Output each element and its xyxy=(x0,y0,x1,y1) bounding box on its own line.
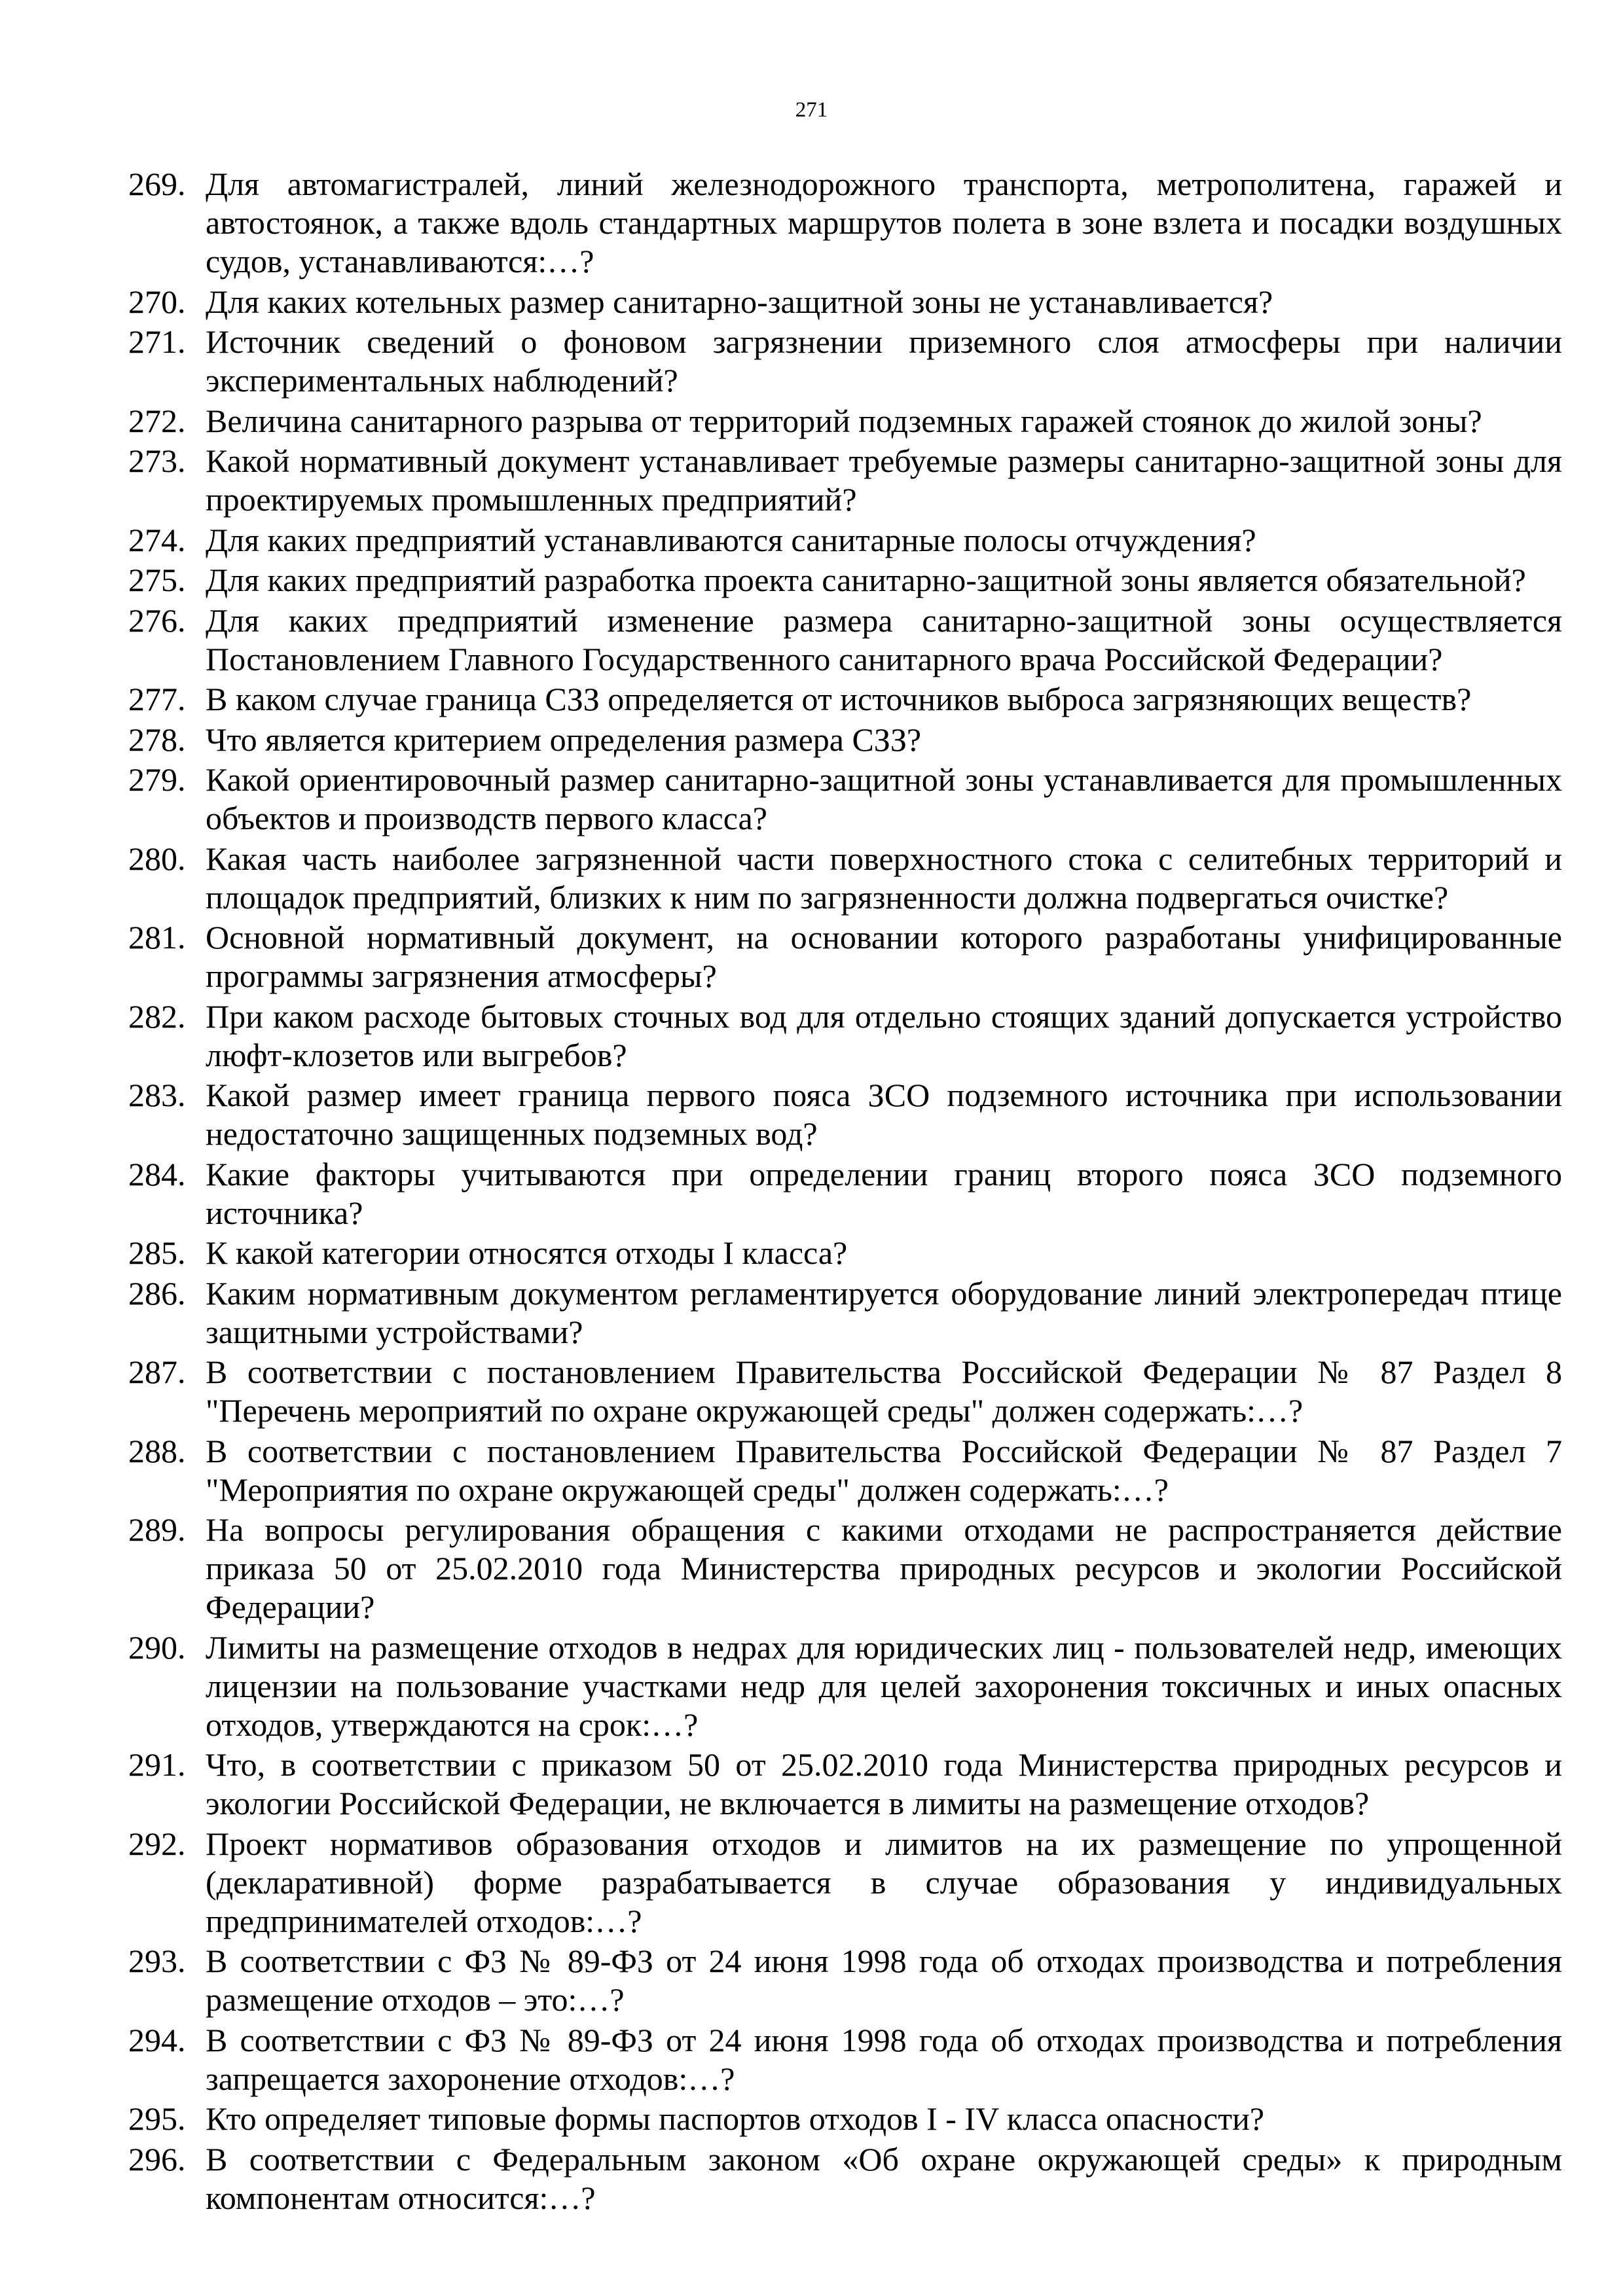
question-item xyxy=(128,1511,1562,1626)
question-item xyxy=(128,1432,1562,1509)
question-number: 293. xyxy=(128,1943,186,1979)
question-list xyxy=(128,165,1562,2219)
question-item xyxy=(128,323,1562,400)
page-number: 271 xyxy=(795,98,828,122)
question-number: 281. xyxy=(128,919,186,956)
question-text: К какой категории относятся отходы I класса? xyxy=(206,1234,848,1271)
question-text: Величина санитарного разрыва от территорий подземных гаражей стоянок до жилой зоны? xyxy=(206,402,1482,439)
question-text: Что, в соответствии с приказом 50 от 25.02.2010 года Министерства природных ресурсов и экологии Российской Федерации, не включается в лимиты на размещение отходов? xyxy=(206,1746,1562,1821)
question-text: Для каких котельных размер санитарно-защитной зоны не устанавливается? xyxy=(206,283,1273,320)
question-item xyxy=(128,1825,1562,1941)
question-item xyxy=(128,2140,1562,2217)
question-text: Какой размер имеет граница первого пояса ЗСО подземного источника при использовании недостаточно защищенных подземных вод? xyxy=(206,1077,1562,1152)
question-text: Для автомагистралей, линий железнодорожного транспорта, метрополитена, гаражей и автостоянок, а также вдоль стандартных маршрутов полета в зоне взлета и посадки воздушных судов, устанавливаются:…? xyxy=(206,166,1562,279)
question-item xyxy=(128,601,1562,679)
question-text: В каком случае граница СЗЗ определяется от источников выброса загрязняющих веществ? xyxy=(206,681,1472,717)
question-number: 280. xyxy=(128,840,186,877)
question-number: 295. xyxy=(128,2100,186,2137)
question-text: Для каких предприятий разработка проекта санитарно-защитной зоны является обязательной? xyxy=(206,562,1526,598)
question-text: В соответствии с ФЗ № 89-ФЗ от 24 июня 1998 года об отходах производства и потребления размещение отходов – это:…? xyxy=(206,1943,1562,2018)
question-text: В соответствии с Федеральным законом «Об охране окружающей среды» к природным компонентам относится:…? xyxy=(206,2140,1562,2216)
question-text: При каком расходе бытовых сточных вод для отдельно стоящих зданий допускается устройство люфт-клозетов или выгребов? xyxy=(206,997,1562,1073)
question-text: Что является критерием определения размера СЗЗ? xyxy=(206,721,922,758)
question-number: 278. xyxy=(128,721,186,758)
question-number: 271. xyxy=(128,323,186,360)
question-item xyxy=(128,402,1562,440)
question-number: 282. xyxy=(128,997,186,1035)
question-item xyxy=(128,2100,1562,2138)
question-item xyxy=(128,721,1562,759)
question-item xyxy=(128,761,1562,838)
question-text: Кто определяет типовые формы паспортов отходов I - IV класса опасности? xyxy=(206,2100,1265,2137)
question-text: Лимиты на размещение отходов в недрах для юридических лиц - пользователей недр, имеющих лицензии на пользование участками недр для целей захоронения токсичных и иных опасных отходов, утверждаются на срок:…? xyxy=(206,1628,1562,1743)
question-item xyxy=(128,997,1562,1075)
question-item xyxy=(128,1942,1562,2019)
question-item xyxy=(128,442,1562,519)
question-number: 269. xyxy=(128,166,186,202)
question-number: 294. xyxy=(128,2021,186,2058)
question-item xyxy=(128,1353,1562,1430)
question-text: Источник сведений о фоновом загрязнении приземного слоя атмосферы при наличии экспериментальных наблюдений? xyxy=(206,323,1562,399)
question-text: Какие факторы учитываются при определении границ второго пояса ЗСО подземного источника? xyxy=(206,1155,1562,1231)
question-number: 292. xyxy=(128,1825,186,1862)
question-item xyxy=(128,1628,1562,1744)
question-text: Какой нормативный документ устанавливает требуемые размеры санитарно-защитной зоны для проектируемых промышленных предприятий? xyxy=(206,442,1562,518)
question-text: Какой ориентировочный размер санитарно-защитной зоны устанавливается для промышленных объектов и производств первого класса? xyxy=(206,761,1562,836)
question-item xyxy=(128,1746,1562,1823)
question-item xyxy=(128,165,1562,281)
question-text: Для каких предприятий устанавливаются санитарные полосы отчуждения? xyxy=(206,521,1256,558)
question-item xyxy=(128,521,1562,560)
question-number: 275. xyxy=(128,562,186,598)
question-number: 287. xyxy=(128,1354,186,1390)
question-number: 284. xyxy=(128,1155,186,1193)
question-item xyxy=(128,561,1562,600)
question-text: Проект нормативов образования отходов и лимитов на их размещение по упрощенной (декларативной) форме разрабатывается в случае образования у индивидуальных предпринимателей отходов:…? xyxy=(206,1825,1562,1939)
question-number: 291. xyxy=(128,1746,186,1783)
question-number: 272. xyxy=(128,402,186,439)
question-number: 276. xyxy=(128,601,186,639)
question-text: На вопросы регулирования обращения с какими отходами не распространяется действие приказа 50 от 25.02.2010 года Министерства природных ресурсов и экологии Российской Федерации? xyxy=(206,1511,1562,1625)
question-item xyxy=(128,2021,1562,2098)
question-item xyxy=(128,1076,1562,1153)
question-number: 270. xyxy=(128,283,186,320)
question-text: Для каких предприятий изменение размера санитарно-защитной зоны осуществляется Постановлением Главного Государственного санитарного врача Российской Федерации? xyxy=(206,601,1562,677)
question-number: 283. xyxy=(128,1077,186,1113)
question-number: 273. xyxy=(128,442,186,479)
question-item xyxy=(128,1274,1562,1352)
question-text: Основной нормативный документ, на основании которого разработаны унифицированные программы загрязнения атмосферы? xyxy=(206,919,1562,994)
question-number: 285. xyxy=(128,1234,186,1271)
question-text: В соответствии с постановлением Правительства Российской Федерации № 87 Раздел 8 "Перечень мероприятий по охране окружающей среды" должен содержать:…? xyxy=(206,1354,1562,1429)
question-item xyxy=(128,283,1562,321)
question-text: В соответствии с ФЗ № 89-ФЗ от 24 июня 1998 года об отходах производства и потребления запрещается захоронение отходов:…? xyxy=(206,2021,1562,2097)
question-text: В соответствии с постановлением Правительства Российской Федерации № 87 Раздел 7 "Мероприятия по охране окружающей среды" должен содержать:…? xyxy=(206,1432,1562,1508)
question-number: 289. xyxy=(128,1511,186,1548)
question-text: Каким нормативным документом регламентируется оборудование линий электропередач птице защитными устройствами? xyxy=(206,1274,1562,1350)
question-number: 279. xyxy=(128,761,186,798)
question-item xyxy=(128,918,1562,996)
question-number: 286. xyxy=(128,1274,186,1312)
question-text: Какая часть наиболее загрязненной части поверхностного стока с селитебных территорий и площадок предприятий, близких к ним по загрязненности должна подвергаться очистке? xyxy=(206,840,1562,916)
question-item xyxy=(128,680,1562,719)
question-item xyxy=(128,1234,1562,1272)
question-number: 277. xyxy=(128,681,186,717)
question-number: 296. xyxy=(128,2140,186,2178)
question-item xyxy=(128,1155,1562,1232)
question-number: 274. xyxy=(128,521,186,558)
question-item xyxy=(128,840,1562,917)
question-number: 290. xyxy=(128,1628,186,1666)
question-number: 288. xyxy=(128,1432,186,1469)
